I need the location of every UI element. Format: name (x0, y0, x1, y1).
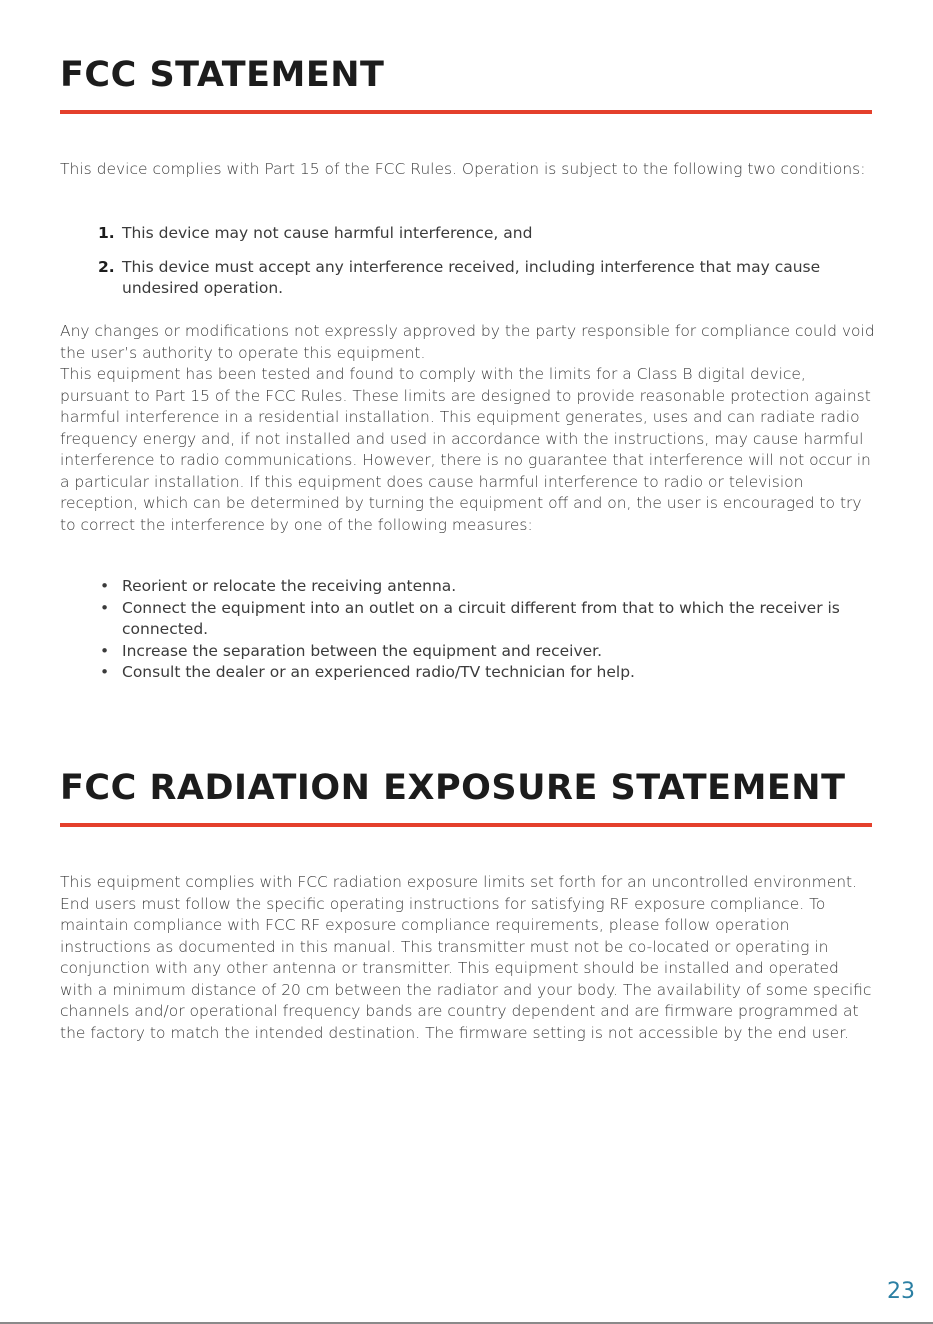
fcc-statement-body: Any changes or modifications not expressly approved by the party responsible for compliance could void the user’s authority to operate this equipment. This equipment has been tested and found to comply with the limits for a Class B digital device, pursuant to Part 15 of the FCC Rules. These limits are designed to provide reasonable protection against harmful interference in a residential installation. This equipment generates, uses and can radiate radio frequency energy and, if not installed and used in accordance with the instructions, may cause harmful interference to radio communications. However, there is no guarantee that interference will not occur in a particular installation. If this equipment does cause harmful interference to radio or television reception, which can be determined by turning the equipment off and on, the user is encouraged to try to correct the interference by one of the following measures: (60, 322, 875, 534)
radiation-statement-body: This equipment complies with FCC radiation exposure limits set forth for an uncontrolled environment. End users must follow the specific operating instructions for satisfying RF exposure compliance. To maintain compliance with FCC RF exposure compliance requirements, please follow operation instructions as documented in this manual. This transmitter must not be co-located or operating in conjunction with any other antenna or transmitter. This equipment should be installed and operated with a minimum distance of 20 cm between the radiator and your body. The availability of some specific channels and/or operational frequency bands are country dependent and are firmware programmed at the factory to match the intended destination. The firmware setting is not accessible by the end user. (60, 873, 872, 1042)
list-item (60, 223, 875, 245)
list-item (60, 598, 875, 641)
condition-text: This device must accept any interference received, including interference that may cause undesired operation. (122, 257, 821, 297)
condition-text: This device may not cause harmful interference, and (122, 224, 533, 242)
measure-text: Consult the dealer or an experienced radio/TV technician for help. (122, 663, 635, 681)
condition-number: 2. (98, 257, 115, 276)
fcc-measures-list (60, 576, 875, 684)
radiation-statement-divider (60, 823, 872, 827)
list-item (60, 257, 875, 300)
measure-text: Increase the separation between the equipment and receiver. (122, 641, 603, 660)
fcc-statement-intro: This device complies with Part 15 of the FCC Rules. Operation is subject to the following two conditions: (60, 160, 866, 178)
condition-number: 1. (98, 224, 115, 242)
radiation-statement-title: FCC RADIATION EXPOSURE STATEMENT (60, 768, 846, 808)
bullet-icon: • (100, 577, 110, 595)
bullet-icon: • (100, 641, 110, 660)
list-item (60, 641, 875, 663)
page-number: 23 (887, 1279, 915, 1304)
list-item (60, 576, 875, 598)
fcc-conditions-list (60, 223, 875, 300)
bullet-icon: • (100, 598, 110, 617)
list-item (60, 662, 875, 684)
measure-text: Reorient or relocate the receiving antenna. (122, 577, 457, 595)
fcc-statement-divider (60, 110, 872, 114)
bullet-icon: • (100, 663, 110, 681)
fcc-statement-title: FCC STATEMENT (60, 55, 385, 95)
measure-text: Connect the equipment into an outlet on a circuit different from that to which the receiver is connected. (122, 598, 840, 638)
